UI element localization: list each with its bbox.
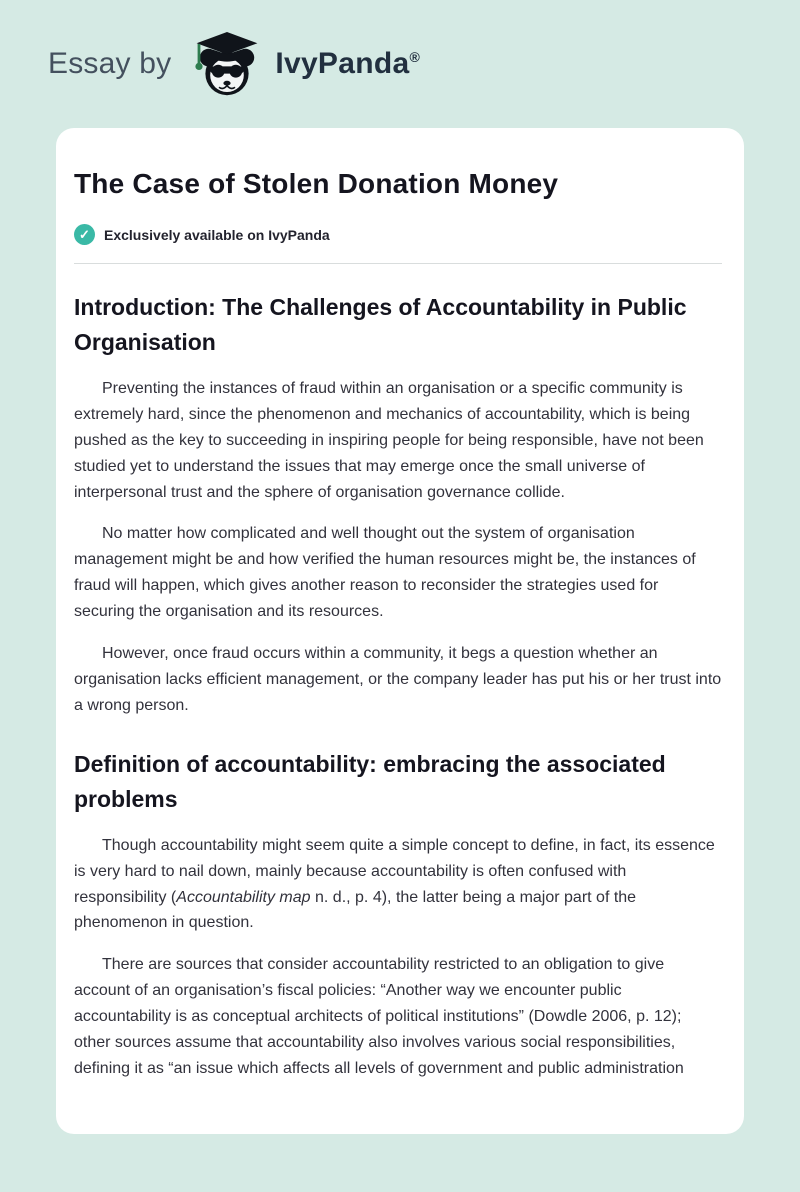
divider <box>74 263 722 264</box>
availability-label: Exclusively available on IvyPanda <box>104 226 330 243</box>
registered-mark: ® <box>409 49 421 65</box>
brand-logo <box>187 26 420 102</box>
definition-paragraph-2: There are sources that consider accountability restricted to an obligation to give account of an organisation’s fiscal policies: “Another way we encounter public accountability is as conceptual architects of political institutions” (Dowdle 2006, p. 12); other sources assume that accountability also involves various social responsibilities, defining it as “an issue which affects all levels of government and public administration <box>74 956 684 1077</box>
brand-name <box>275 47 420 81</box>
definition-paragraph-1 <box>74 833 722 937</box>
page-title: The Case of Stolen Donation Money <box>74 168 559 199</box>
intro-paragraph-3: However, once fraud occurs within a community, it begs a question whether an organisation lacks efficient management, or the company leader has put his or her trust into a wrong person. <box>74 645 722 714</box>
availability-badge <box>74 224 722 245</box>
definition-p1-citation-title: Accountability map <box>176 888 311 906</box>
definition-p1-after: n. d., p. 4), the latter being a major part of the phenomenon in question. <box>74 888 637 932</box>
intro-paragraph-1: Preventing the instances of fraud within an organisation or a specific community is extremely hard, since the phenomenon and mechanics of accountability, which is being pushed as the key to succeeding in inspiring people for being responsible, have not been studied yet to understand the issues that may emerge once the small universe of interpersonal trust and the sphere of organisation governance collide. <box>74 379 704 501</box>
intro-paragraph-2: No matter how complicated and well thought out the system of organisation management might be and how verified the human resources might be, the instances of fraud will happen, which gives another reason to reconsider the strategies used for securing the organisation and its resources. <box>74 525 696 621</box>
essay-card <box>56 128 744 1134</box>
essay-by-label: Essay by <box>48 47 172 80</box>
site-header <box>0 0 800 128</box>
definition-heading: Definition of accountability: embracing the associated problems <box>74 750 666 812</box>
panda-graduation-cap-icon <box>187 26 267 102</box>
intro-heading: Introduction: The Challenges of Accountability in Public Organisation <box>74 294 687 355</box>
brand-text: IvyPanda <box>275 47 410 80</box>
check-circle-icon: ✓ <box>74 224 95 245</box>
definition-p1-before: Though accountability might seem quite a simple concept to define, in fact, its essence is very hard to nail down, mainly because accountability is often confused with responsibility ( <box>74 836 715 906</box>
